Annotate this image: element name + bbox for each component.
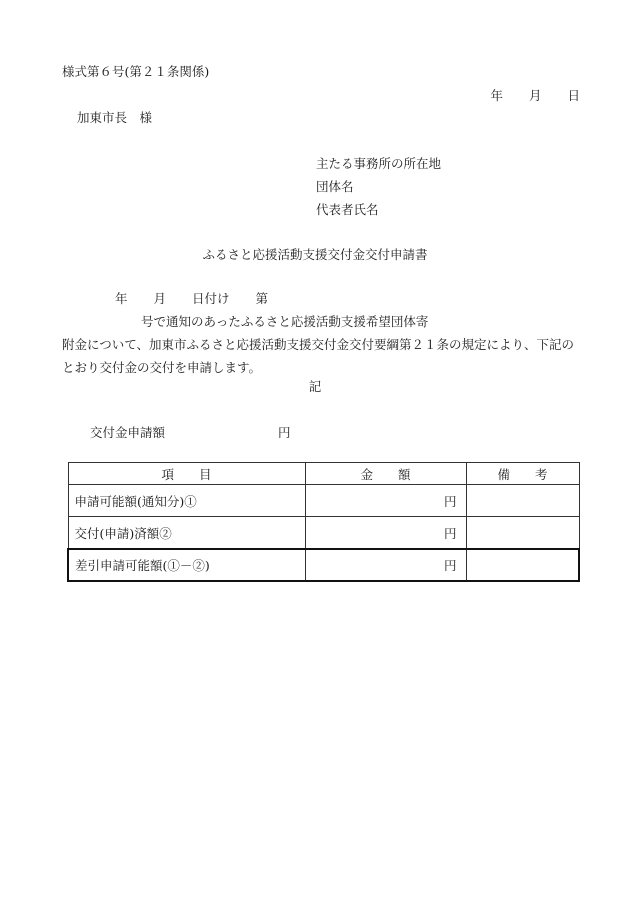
row-remarks xyxy=(466,517,579,550)
row-remarks xyxy=(466,549,579,581)
representative-label: 代表者氏名 xyxy=(316,202,379,217)
date-line xyxy=(490,86,580,104)
row-item: 差引申請可能額(①－②) xyxy=(68,549,305,581)
body-text xyxy=(62,287,580,379)
row-remarks xyxy=(466,485,579,517)
body-line-1 xyxy=(62,287,580,333)
body-dated: 日付け xyxy=(192,291,230,306)
applicant-block xyxy=(316,152,441,221)
ki-heading: 記 xyxy=(308,379,322,394)
group-name-label: 団体名 xyxy=(316,179,354,194)
form-number: 様式第６号(第２１条関係) xyxy=(62,64,210,79)
document-title: ふるさと応援活動支援交付金交付申請書 xyxy=(202,247,428,262)
header-amount: 金 額 xyxy=(305,463,466,485)
date-year: 年 xyxy=(490,88,503,103)
row-item: 申請可能額(通知分)① xyxy=(68,485,305,517)
header-remarks: 備 考 xyxy=(466,463,579,485)
body-line-1-rest: 号で通知のあったふるさと応援活動支援希望団体寄 xyxy=(141,314,429,329)
table-header-row xyxy=(68,463,579,485)
breakdown-table xyxy=(67,462,580,582)
date-day: 日 xyxy=(567,88,580,103)
row-amount: 円 xyxy=(305,517,466,550)
header-item: 項 目 xyxy=(68,463,305,485)
amount-applied-line xyxy=(90,423,291,441)
office-location-label: 主たる事務所の所在地 xyxy=(316,156,442,171)
date-month: 月 xyxy=(528,88,542,103)
table-row xyxy=(68,517,579,550)
row-amount: 円 xyxy=(305,485,466,517)
table-row-total xyxy=(68,549,579,581)
amount-applied-unit: 円 xyxy=(278,425,291,440)
table-row xyxy=(68,485,579,517)
body-line-3: とおり交付金の交付を申請します。 xyxy=(62,360,262,375)
addressee: 加東市長 様 xyxy=(77,110,153,125)
body-year: 年 xyxy=(115,291,128,306)
row-amount: 円 xyxy=(305,549,466,581)
amount-applied-label: 交付金申請額 xyxy=(90,425,166,440)
body-line-2: 附金について、加東市ふるさと応援活動支援交付金交付要綱第２１条の規定により、下記の xyxy=(62,337,575,352)
body-month: 月 xyxy=(153,291,167,306)
row-item: 交付(申請)済額② xyxy=(68,517,305,550)
body-no: 第 xyxy=(255,291,269,306)
